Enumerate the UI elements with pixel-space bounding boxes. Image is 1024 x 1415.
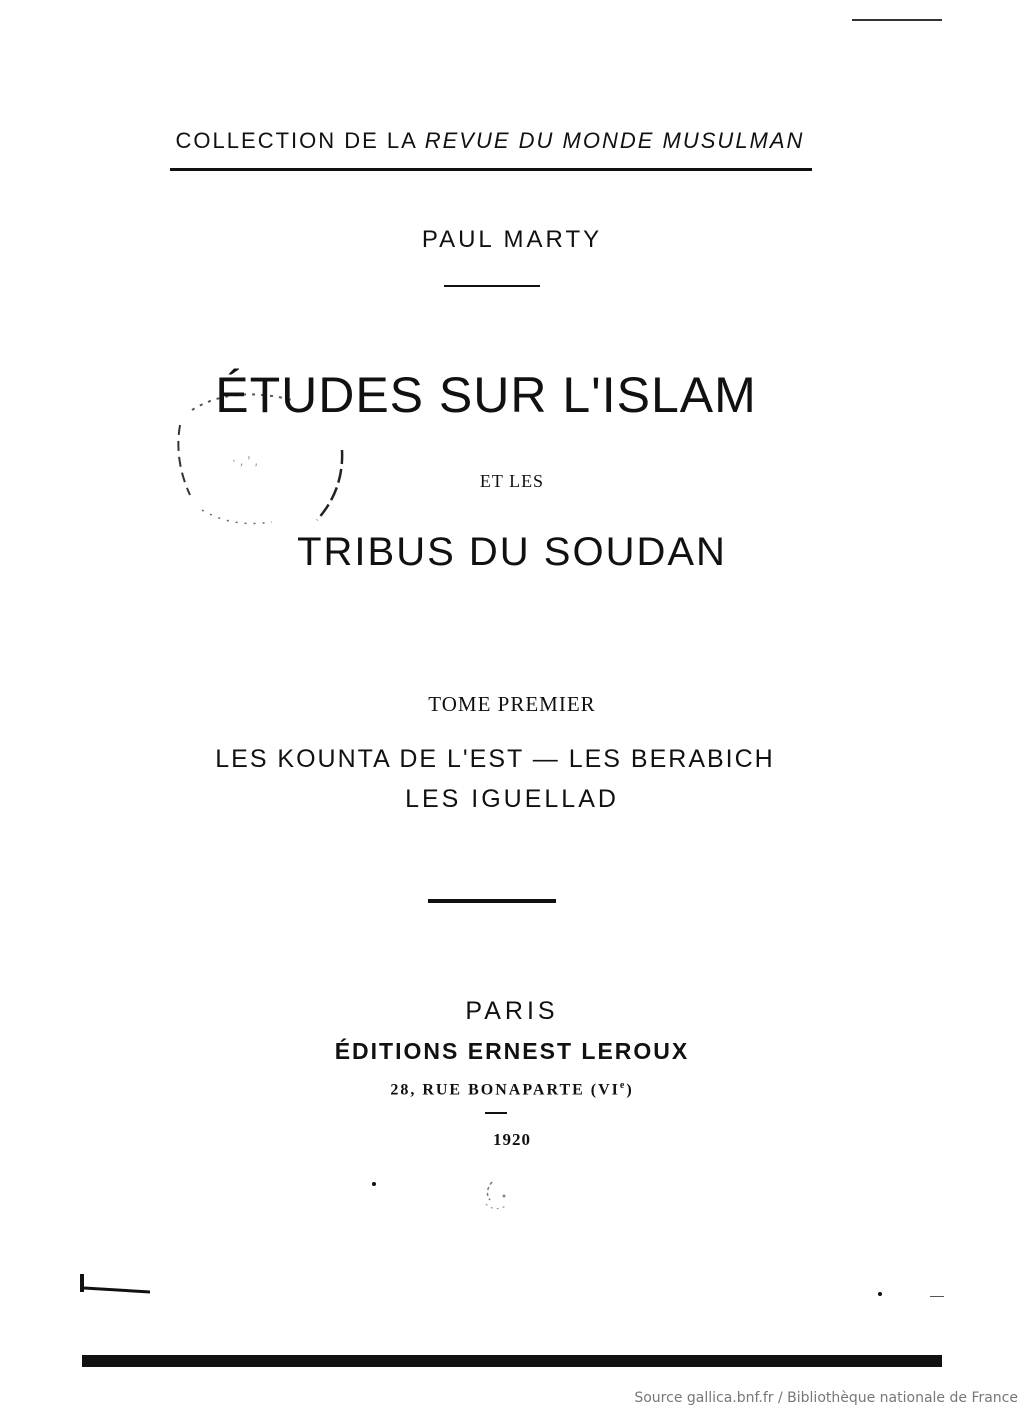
publisher-name: ÉDITIONS ERNEST LEROUX bbox=[334, 1038, 690, 1064]
title-connector: ET LES bbox=[479, 471, 545, 491]
main-title-line1: ÉTUDES SUR L'ISLAM bbox=[215, 367, 757, 423]
collection-prefix: COLLECTION DE LA bbox=[175, 128, 417, 153]
collection-header bbox=[170, 128, 810, 154]
publication-city: PARIS bbox=[465, 997, 559, 1025]
scan-dash-right bbox=[930, 1296, 944, 1297]
collection-journal: REVUE DU MONDE MUSULMAN bbox=[424, 128, 805, 153]
header-rule bbox=[170, 168, 812, 171]
year-dash bbox=[485, 1112, 507, 1114]
page-bottom-bar bbox=[82, 1355, 942, 1367]
volume-rule bbox=[428, 899, 556, 903]
main-title-line2: TRIBUS DU SOUDAN bbox=[297, 530, 727, 574]
scan-speck bbox=[372, 1182, 376, 1186]
scan-speck-right bbox=[878, 1292, 882, 1296]
author-name: PAUL MARTY bbox=[421, 226, 603, 253]
svg-text:· , ' ,: · , ' , bbox=[232, 454, 259, 468]
volume-subtitle-line1: LES KOUNTA DE L'EST — LES BERABICH bbox=[215, 745, 775, 773]
address-superscript: e bbox=[619, 1080, 627, 1091]
volume-subtitle-line2: LES IGUELLAD bbox=[405, 785, 619, 813]
author-rule bbox=[444, 285, 540, 287]
address-text: 28, RUE BONAPARTE (VI bbox=[390, 1081, 620, 1099]
scan-mark-top bbox=[852, 19, 942, 21]
volume-label: TOME PREMIER bbox=[428, 692, 596, 716]
address-close: ) bbox=[626, 1081, 634, 1099]
publisher-address bbox=[0, 1080, 1024, 1099]
scan-mark-bottom-left bbox=[80, 1272, 160, 1296]
scan-smudge bbox=[478, 1170, 514, 1214]
source-attribution: Source gallica.bnf.fr / Bibliothèque nationale de France bbox=[634, 1390, 1018, 1406]
publication-year: 1920 bbox=[493, 1130, 531, 1149]
